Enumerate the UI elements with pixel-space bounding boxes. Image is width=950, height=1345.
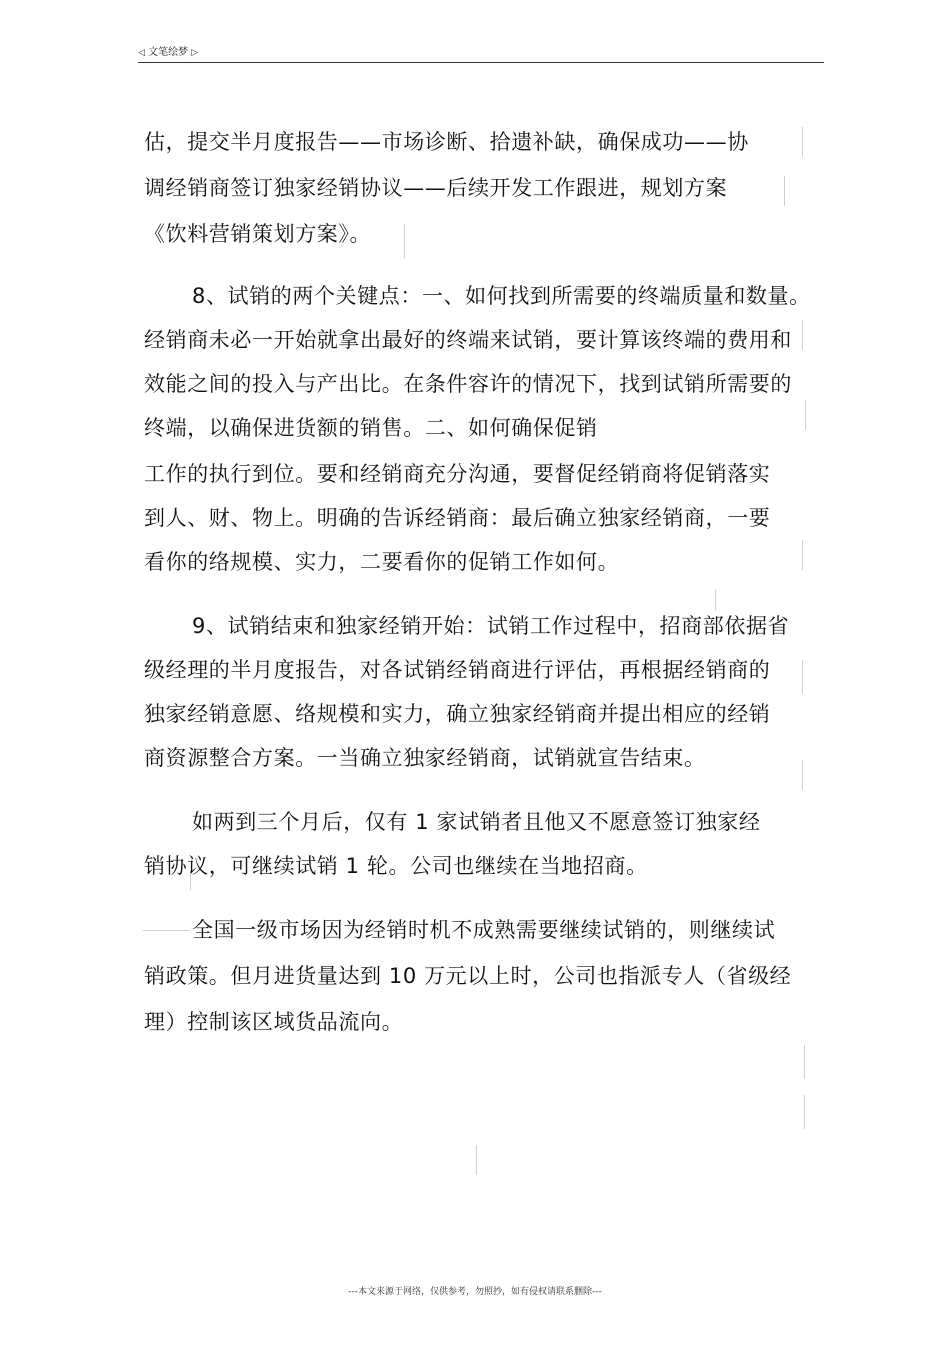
scan-rule [804,1045,805,1079]
footer-disclaimer: ---本文来源于网络，仅供参考，勿照抄，如有侵权请联系删除--- [348,1287,602,1297]
text-line: 销政策。但月进货量达到 10 万元以上时，公司也指派专人（省级经 [144,964,792,988]
scan-rule [802,660,803,694]
text-line: 9、试销结束和独家经销开始：试销工作过程中，招商部依据省 [192,614,790,638]
text-line: 终端，以确保进货额的销售。二、如何确保促销 [144,416,598,440]
text-line: 商资源整合方案。一当确立独家经销商，试销就宣告结束。 [144,746,706,770]
text-line: 独家经销意愿、络规模和实力，确立独家经销商并提出相应的经销 [144,702,771,726]
scan-rule [143,930,189,931]
left-triangle-icon: ◁ [138,48,145,58]
scan-rule [802,320,803,350]
scan-rule [804,1095,805,1129]
page-header [138,46,824,63]
text-line: 工作的执行到位。要和经销商充分沟通，要督促经销商将促销落实 [144,462,771,486]
scan-rule [715,590,716,610]
text-line: 理）控制该区域货品流向。 [144,1010,404,1034]
text-line: 经销商未必一开始就拿出最好的终端来试销，要计算该终端的费用和 [144,328,792,352]
text-line: 级经理的半月度报告，对各试销经销商进行评估，再根据经销商的 [144,658,771,682]
text-line: 调经销商签订独家经销协议——后续开发工作跟进，规划方案 [144,176,728,200]
text-line: 全国一级市场因为经销时机不成熟需要继续试销的，则继续试 [192,918,776,942]
text-line: 如两到三个月后，仅有 1 家试销者且他又不愿意签订独家经 [192,810,761,834]
text-line: 估，提交半月度报告——市场诊断、拾遗补缺，确保成功——协 [144,130,749,154]
text-line: 效能之间的投入与产出比。在条件容许的情况下，找到试销所需要的 [144,372,792,396]
scan-rule [404,224,405,258]
text-line: 看你的络规模、实力，二要看你的促销工作如何。 [144,550,620,574]
text-line: 销协议，可继续试销 1 轮。公司也继续在当地招商。 [144,854,648,878]
scan-rule [476,1145,477,1175]
scan-rule [802,760,803,790]
text-line: 到人、财、物上。明确的告诉经销商：最后确立独家经销商，一要 [144,506,771,530]
text-line: 8、试销的两个关键点：一、如何找到所需要的终端质量和数量。 [192,284,811,308]
scan-rule [805,400,806,430]
right-triangle-icon: ▷ [191,48,199,58]
scan-rule [802,540,803,570]
text-line: 《饮料营销策划方案》。 [144,222,372,246]
header-brand [138,46,198,60]
brand-text: 文笔绘梦 [148,47,189,58]
scan-rule [784,176,785,206]
scan-rule [802,127,803,157]
